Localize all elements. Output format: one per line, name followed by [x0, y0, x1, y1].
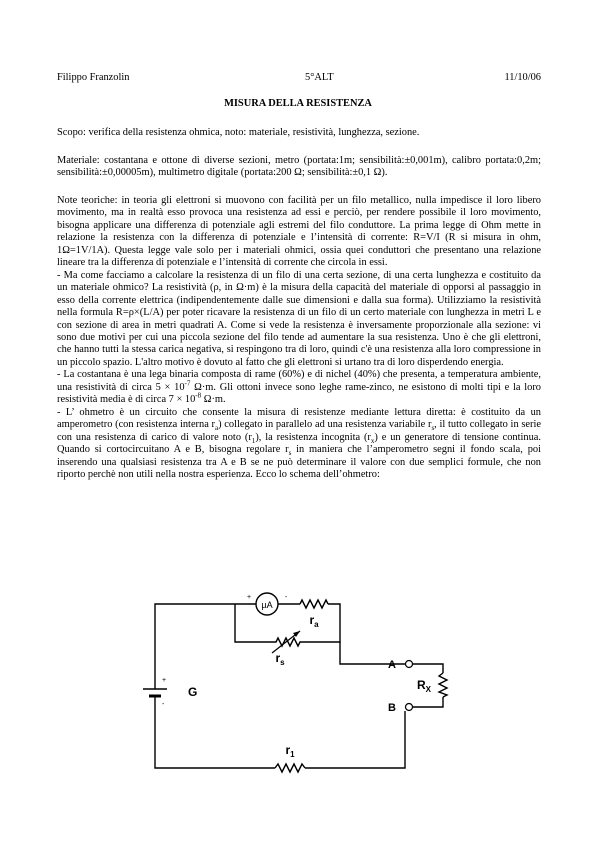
generator-label: G: [188, 685, 198, 699]
resistor-ra-icon: [300, 600, 328, 608]
note-paragraph-alloys: [57, 369, 541, 406]
rs-label: $r_s$: [275, 651, 285, 667]
note-paragraph-ohm-law: Note teoriche: in teoria gli elettroni si muovono con facilità per un filo metallico, nulla impedisce il loro libero movimento, ma in realtà esso provoca una resistenza ad essi e perciò, per rendere possibile il loro movimento, bisogna applicare una differenza di potenziale agli estremi del filo conduttore. La prima legge di Ohm mette in relazione la resistenza con la differenza di potenziale e l’intensità di corrente: R=V/I (R si misura in ohm, 1Ω=1V/1A). Questa legge vale solo per i materiali ohmici, ossia quei conduttori che presentano una relazione lineare tra la differenza di potenziale e l’intensità di corrente che circola in essi.: [57, 195, 541, 269]
ohmmeter-text-1: - L’ ohmetro è un circuito che consente la misura di resistenze mediante lettura diretta: è costituito da un amperometro (con resistenza interna r: [57, 406, 541, 431]
ohmmeter-text-5: ) e un generatore di tensione continua. Quando si cortocircuitano A e B, bisogna regolare r: [57, 431, 541, 456]
alloys-text-1: - La costantana è una lega binaria composta di rame (60%) e di nichel (40%) che presenta, a temperatura ambiente, una resistività di circa 5 × 10: [57, 369, 541, 393]
circuit-wires: [155, 604, 443, 768]
page-title: MISURA DELLA RESISTENZA: [224, 98, 372, 109]
generator-minus-label: -: [162, 701, 165, 708]
meter-plus-label: +: [246, 594, 252, 601]
materiale-paragraph: Materiale: costantana e ottone di diverse sezioni, metro (portata:1m; sensibilità:±0,001m), calibro portata:0,2m; sensibilità:±0,00005m), multimetro digitale (portata:200 Ω; sensibilità:±0,1 Ω).: [57, 155, 541, 179]
terminal-a-label: A: [388, 659, 396, 671]
ohmmeter-text-6: in maniera che l’amperometro segni il fondo scala, poi inserendo una qualsiasi resistenza tra A e B se ne può determinare il valore con due semplici formule, che non riporto perchè non utili nella nostra esperienza. Ecco lo schema dell’ohmetro:: [57, 444, 541, 480]
subscript-s2: s: [288, 449, 292, 458]
date-label: 11/10/06: [504, 72, 541, 83]
ohmmeter-text-4: ), la resistenza incognita (r: [255, 431, 371, 443]
terminal-b-label: B: [388, 702, 396, 714]
subscript-s: s: [431, 424, 435, 433]
author-name: Filippo Franzolin: [57, 72, 130, 83]
resistor-rx-icon: [439, 673, 447, 697]
ohmmeter-text-2: ) collegato in parallelo ad una resistenza variabile r: [218, 419, 432, 431]
resistor-r1-icon: [275, 764, 305, 772]
ra-label: $r_a$: [309, 613, 319, 629]
page-header: [57, 72, 541, 86]
meter-minus-label: -: [284, 594, 288, 601]
exponent-ottone: -8: [195, 391, 202, 400]
note-paragraph-resistivity: - Ma come facciamo a calcolare la resistenza di un filo di una certa sezione, di una certa lunghezza e costituito da un materiale ohmico? La resistività (ρ, in Ω·m) è la misura della capacità del materiale di opporsi al passaggio in esso della corrente elettrica (indipendentemente dalle sue dimensioni e dalla sua forma). Utilizziamo la resistività nella formula R=ρ×(L/A) per poter ricavare la resistenza di un filo di un certo materiale con lunghezza in metri L e con sezione di area in metri quadrati A. Come si vede la resistenza è inversamente proporzionale alla sezione: vi sono due motivi per cui una piccola sezione del filo tende ad aumentare la sua resistenza. Uno è che gli elettroni, che hanno tutti la stessa carica negativa, si respingono tra di loro, quindi c'è una resistenza alla loro compressione in un piccolo spazio. L'altro motivo è dovuto al fatto che gli elettroni si urtano tra di loro disperdendo energia.: [57, 269, 541, 368]
note-paragraph-ohmmeter: [57, 407, 541, 482]
generator-plus-label: +: [162, 677, 167, 684]
alloys-text-2: Ω·m. Gli ottoni invece sono leghe rame-zinco, ne esistono di molti tipi e la loro resistività media è di circa 7 × 10: [57, 381, 541, 406]
class-label: 5°ALT: [305, 72, 334, 83]
alloys-text-3: Ω·m.: [201, 394, 226, 406]
subscript-a: a: [215, 424, 219, 433]
subscript-1: 1: [251, 436, 256, 445]
terminal-b-icon: [406, 704, 413, 711]
meter-label: µA: [261, 600, 273, 610]
note-teoriche: [57, 195, 541, 481]
ohmmeter-circuit-diagram: [130, 585, 470, 785]
terminal-a-icon: [406, 661, 413, 668]
exponent-costantana: -7: [184, 379, 191, 388]
subscript-x: x: [370, 436, 375, 445]
scopo-paragraph: Scopo: verifica della resistenza ohmica, noto: materiale, resistività, lunghezza, sezione.: [57, 127, 420, 138]
r1-label: $r_1$: [285, 743, 295, 759]
rx-label: $R_X$: [416, 678, 432, 694]
ohmmeter-text-3: , il tutto collegato in serie con una resistenza di carico di valore noto (r: [57, 419, 541, 443]
